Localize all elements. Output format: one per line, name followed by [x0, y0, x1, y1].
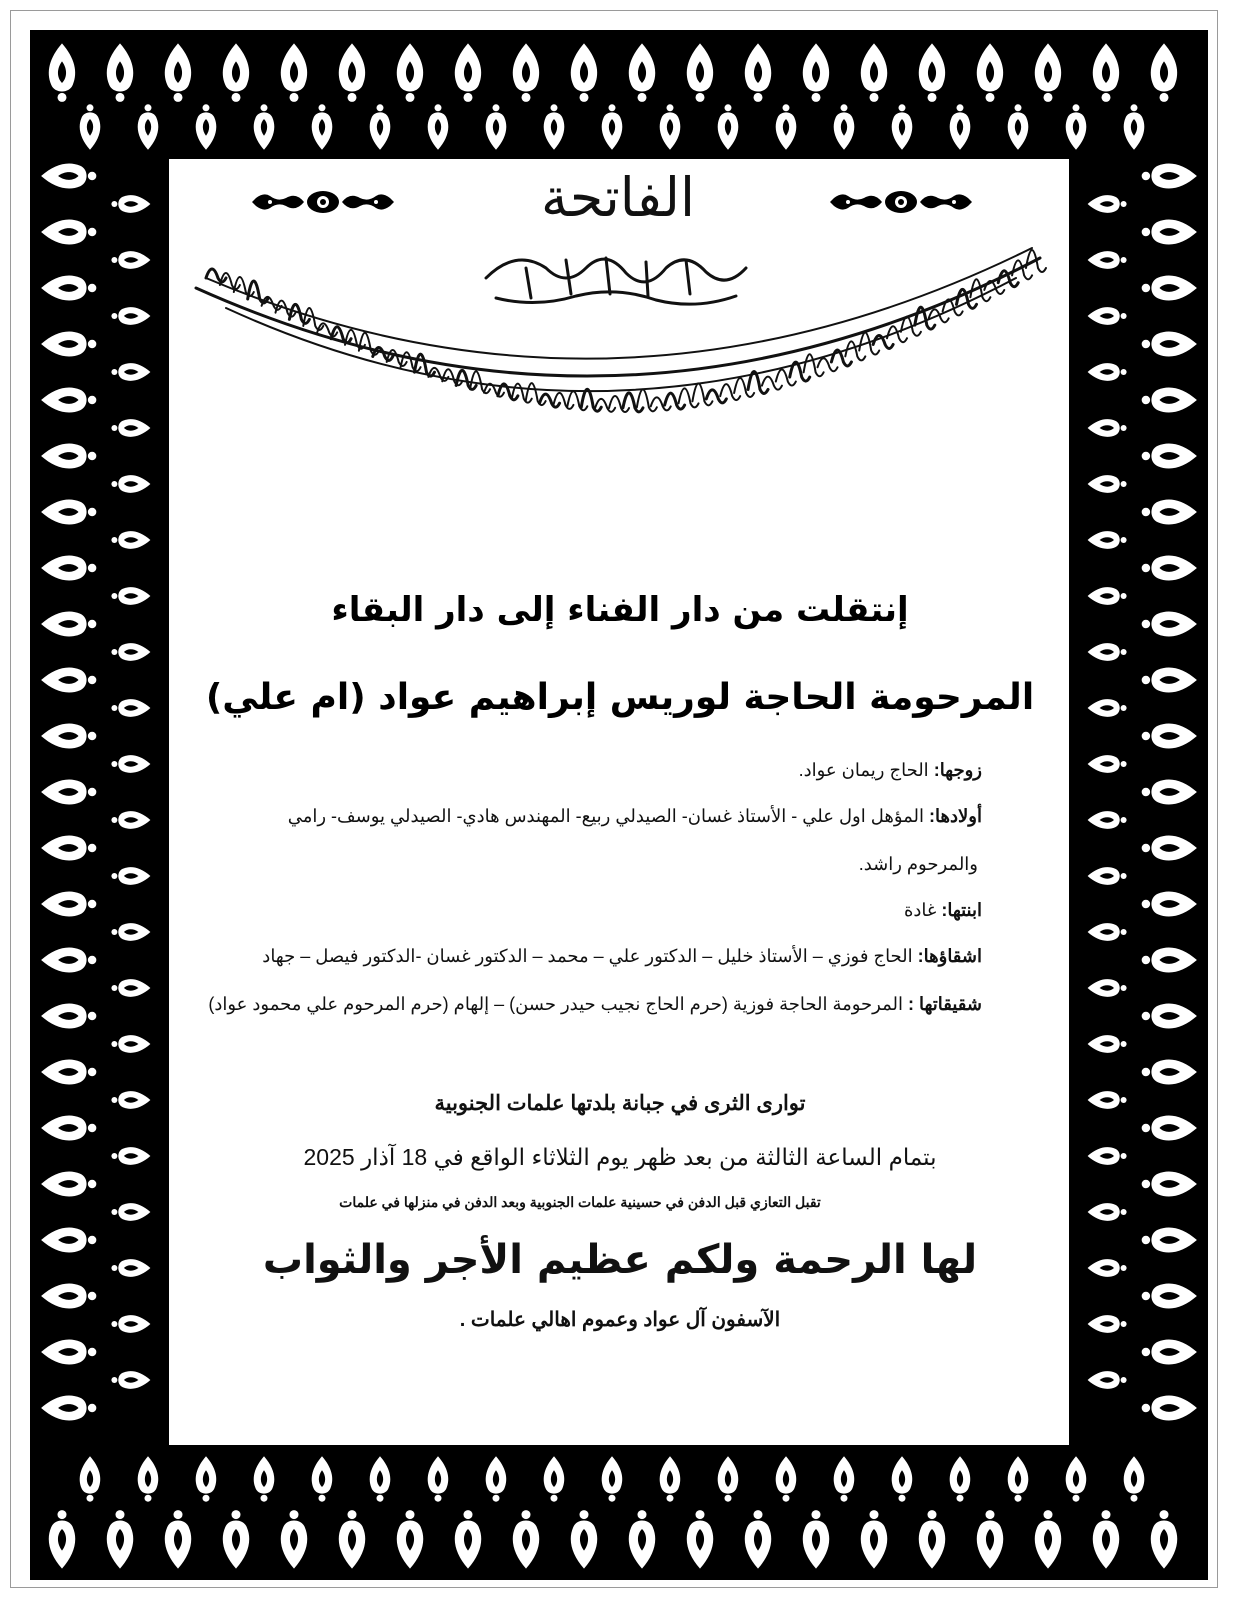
husband-value: الحاج ريمان عواد. [798, 760, 934, 780]
brothers-row [162, 942, 982, 970]
page-title: الفاتحة [540, 166, 696, 229]
burial-text: توارى الثرى في جبانة بلدتها علمات الجنوبية [434, 1092, 806, 1115]
right-ornament-icon [826, 188, 976, 216]
condolences-text: تقبل التعازي قبل الدفن في حسينية علمات الجنوبية وبعد الدفن في منزلها في علمات [339, 1194, 821, 1210]
sisters-label: شقيقاتها : [908, 994, 982, 1014]
sisters-row [162, 990, 982, 1018]
left-ornament-icon [248, 188, 398, 216]
daughter-label: ابنتها: [941, 900, 982, 920]
prayer-text: لها الرحمة ولكم عظيم الأجر والثواب [262, 1237, 978, 1283]
brothers-label: اشقاؤها: [917, 946, 982, 966]
deceased-name: المرحومة الحاجة لوريس إبراهيم عواد (ام علي) [205, 677, 1035, 718]
brothers-value: الحاج فوزي – الأستاذ خليل – الدكتور علي – محمد – الدكتور غسان -الدكتور فيصل – جهاد [262, 946, 918, 966]
mourners-text: الآسفون آل عواد وعموم اهالي علمات . [459, 1309, 781, 1331]
burial-time-text: بتمام الساعة الثالثة من بعد ظهر يوم الثلاثاء الواقع في 18 آذار 2025 [303, 1144, 937, 1170]
husband-row [162, 756, 982, 784]
sons-value: المؤهل اول علي - الأستاذ غسان- الصيدلي ربيع- المهندس هادي- الصيدلي يوسف- رامي [287, 806, 930, 826]
husband-label: زوجها: [933, 760, 982, 780]
sons-row [162, 802, 982, 830]
announcement-line-1: إنتقلت من دار الفناء إلى دار البقاء [331, 590, 909, 630]
sons-value-continued: والمرحوم راشد. [858, 854, 978, 874]
daughter-row [162, 896, 982, 924]
daughter-value: غادة [903, 900, 942, 920]
sisters-value: المرحومة الحاجة فوزية (حرم الحاج نجيب حيدر حسن) – إلهام (حرم المرحوم علي محمود عواد) [208, 994, 908, 1014]
sons-row-continued [158, 850, 978, 878]
sons-label: أولادها: [929, 806, 982, 826]
calligraphy-text [186, 300, 1050, 380]
